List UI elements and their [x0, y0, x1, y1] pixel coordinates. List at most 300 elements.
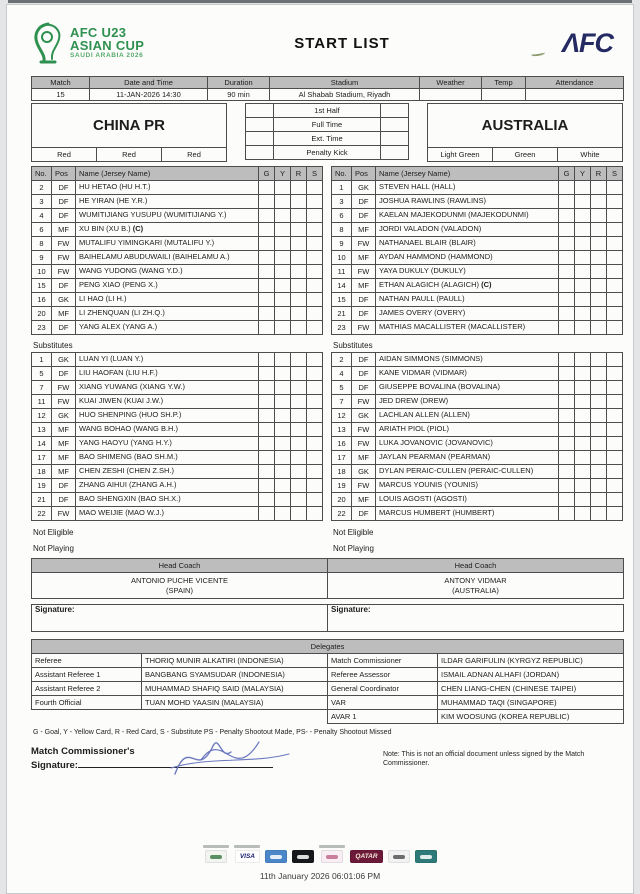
red-cell — [291, 251, 307, 265]
tournament-name-line1: AFC U23 — [70, 24, 127, 40]
home-coach-name: ANTONIO PUCHE VICENTE — [131, 576, 228, 586]
kit-color-cell: Green — [493, 148, 558, 162]
sub-cell — [307, 381, 323, 395]
sub-cell — [607, 223, 623, 237]
sub-cell — [607, 479, 623, 493]
away-starting-table — [331, 166, 623, 335]
col-name: Name (Jersey Name) — [376, 167, 559, 181]
away-team-block — [427, 103, 623, 162]
player-name: YANG ALEX (YANG A.) — [76, 321, 259, 335]
player-number: 15 — [332, 293, 352, 307]
player-name: LOUIS AGOSTI (AGOSTI) — [376, 493, 559, 507]
red-cell — [291, 493, 307, 507]
sub-cell — [607, 493, 623, 507]
score-period-row — [246, 146, 409, 160]
player-row — [32, 479, 323, 493]
goal-cell — [559, 409, 575, 423]
red-cell — [591, 409, 607, 423]
tournament-name-line2: ASIAN CUP — [70, 38, 145, 54]
yellow-cell — [275, 437, 291, 451]
goal-cell — [559, 353, 575, 367]
yellow-cell — [575, 265, 591, 279]
red-cell — [291, 265, 307, 279]
home-signature-field: Signature: — [32, 605, 328, 632]
red-cell — [591, 237, 607, 251]
player-position: MF — [52, 437, 76, 451]
home-substitutes-table — [31, 352, 323, 521]
yellow-cell — [275, 293, 291, 307]
player-row — [332, 237, 623, 251]
yellow-cell — [275, 381, 291, 395]
delegate-name: CHEN LIANG-CHEN (CHINESE TAIPEI) — [438, 682, 624, 696]
goal-cell — [559, 437, 575, 451]
player-row — [332, 251, 623, 265]
delegate-role — [32, 710, 142, 724]
player-position: DF — [352, 367, 376, 381]
away-lineup-column — [331, 166, 623, 521]
player-name: CHEN ZESHI (CHEN Z.SH.) — [76, 465, 259, 479]
yellow-cell — [575, 493, 591, 507]
goal-cell — [259, 479, 275, 493]
document-header — [31, 17, 623, 69]
afc-logo-swoosh-icon — [531, 50, 546, 57]
goal-cell — [559, 209, 575, 223]
red-cell — [291, 465, 307, 479]
red-cell — [291, 437, 307, 451]
away-kit-row — [428, 148, 623, 162]
goal-cell — [259, 209, 275, 223]
sponsor-mark-icon — [393, 855, 405, 859]
sub-cell — [307, 307, 323, 321]
delegates-title: Delegates — [32, 640, 624, 654]
match-info-header-row — [32, 77, 624, 89]
yellow-cell — [575, 237, 591, 251]
sub-cell — [307, 223, 323, 237]
player-position: GK — [352, 465, 376, 479]
player-name: JAYLAN PEARMAN (PEARMAN) — [376, 451, 559, 465]
player-row — [32, 367, 323, 381]
yellow-cell — [275, 409, 291, 423]
info-cell: Match — [32, 77, 90, 89]
player-row — [332, 395, 623, 409]
red-cell — [291, 223, 307, 237]
yellow-cell — [275, 479, 291, 493]
player-position: MF — [352, 279, 376, 293]
player-name: JAMES OVERY (OVERY) — [376, 307, 559, 321]
player-position: DF — [352, 381, 376, 395]
sub-cell — [607, 237, 623, 251]
player-name: AYDAN HAMMOND (HAMMOND) — [376, 251, 559, 265]
sub-cell — [307, 409, 323, 423]
delegate-role: Fourth Official — [32, 696, 142, 710]
player-position: DF — [352, 507, 376, 521]
red-cell — [291, 423, 307, 437]
player-name: BAO SHENGXIN (BAO SH.X.) — [76, 493, 259, 507]
score-period-row — [246, 104, 409, 118]
red-cell — [591, 479, 607, 493]
yellow-cell — [575, 381, 591, 395]
red-cell — [591, 307, 607, 321]
yellow-cell — [575, 479, 591, 493]
home-team-name: CHINA PR — [32, 104, 227, 148]
sub-cell — [607, 381, 623, 395]
sponsor-logo — [265, 850, 287, 863]
player-number: 12 — [32, 409, 52, 423]
player-row — [32, 395, 323, 409]
player-position: DF — [352, 353, 376, 367]
yellow-cell — [275, 237, 291, 251]
head-coach-name-row — [32, 573, 624, 599]
player-number: 21 — [32, 493, 52, 507]
player-row — [332, 279, 623, 293]
info-cell: Attendance — [526, 77, 624, 89]
player-number: 22 — [332, 507, 352, 521]
sub-cell — [307, 451, 323, 465]
player-position: DF — [52, 479, 76, 493]
goal-cell — [559, 465, 575, 479]
yellow-cell — [275, 353, 291, 367]
sponsor-mark-icon — [270, 855, 282, 859]
player-number: 2 — [32, 181, 52, 195]
page-title: START LIST — [294, 34, 390, 52]
red-cell — [291, 307, 307, 321]
sponsor-logo — [350, 850, 382, 863]
sub-cell — [607, 353, 623, 367]
player-position: DF — [352, 195, 376, 209]
player-name: MATHIAS MACALLISTER (MACALLISTER) — [376, 321, 559, 335]
player-number: 4 — [332, 367, 352, 381]
player-number: 2 — [332, 353, 352, 367]
player-name: YAYA DUKULY (DUKULY) — [376, 265, 559, 279]
yellow-cell — [575, 423, 591, 437]
player-number: 4 — [32, 209, 52, 223]
goal-cell — [259, 437, 275, 451]
delegates-title-row — [32, 640, 624, 654]
player-name: KAELAN MAJEKODUNMI (MAJEKODUNMI) — [376, 209, 559, 223]
goal-cell — [559, 423, 575, 437]
player-row — [332, 507, 623, 521]
col-name: Name (Jersey Name) — [76, 167, 259, 181]
player-row — [332, 307, 623, 321]
yellow-cell — [575, 251, 591, 265]
sponsor-logo — [292, 850, 314, 863]
head-coach-table — [31, 558, 624, 599]
substitutes-label: Substitutes — [333, 341, 373, 350]
photo-edge-artifact — [8, 0, 632, 3]
head-coach-label: Head Coach — [328, 559, 624, 573]
player-number: 15 — [32, 279, 52, 293]
player-name: JED DREW (DREW) — [376, 395, 559, 409]
player-position: FW — [352, 395, 376, 409]
red-cell — [591, 395, 607, 409]
sub-cell — [307, 279, 323, 293]
delegate-row — [32, 654, 624, 668]
player-name: KANE VIDMAR (VIDMAR) — [376, 367, 559, 381]
col-no: No. — [332, 167, 352, 181]
player-position: DF — [52, 209, 76, 223]
score-period-table — [245, 103, 409, 160]
sponsor-caption-line — [203, 845, 229, 848]
info-cell — [526, 89, 624, 101]
player-number: 12 — [332, 409, 352, 423]
player-row — [32, 321, 323, 335]
away-team-name: AUSTRALIA — [428, 104, 623, 148]
player-position: DF — [52, 321, 76, 335]
goal-cell — [259, 451, 275, 465]
player-number: 19 — [32, 479, 52, 493]
player-row — [332, 209, 623, 223]
sub-cell — [307, 181, 323, 195]
player-row — [32, 279, 323, 293]
player-position: MF — [52, 307, 76, 321]
sub-cell — [607, 195, 623, 209]
official-note: Note: This is not an official document unless signed by the Match Commissioner. — [383, 751, 585, 768]
period-label: 1st Half — [274, 104, 381, 118]
goal-cell — [559, 181, 575, 195]
player-row — [32, 353, 323, 367]
red-cell — [291, 321, 307, 335]
delegate-role: Referee Assessor — [328, 668, 438, 682]
sponsor-mark-icon — [210, 855, 222, 859]
col-yellow: Y — [575, 167, 591, 181]
player-number: 11 — [32, 395, 52, 409]
player-number: 1 — [32, 353, 52, 367]
player-number: 22 — [32, 507, 52, 521]
sponsor-chip-visa: VISA — [235, 850, 260, 863]
player-row — [332, 321, 623, 335]
player-number: 18 — [32, 465, 52, 479]
sponsor-chip-qatar: QATAR — [350, 850, 382, 863]
yellow-cell — [275, 265, 291, 279]
delegate-row — [32, 696, 624, 710]
not-playing-label: Not Playing — [333, 544, 374, 553]
red-cell — [591, 423, 607, 437]
red-cell — [291, 451, 307, 465]
player-number: 17 — [332, 451, 352, 465]
red-cell — [291, 279, 307, 293]
sub-cell — [607, 279, 623, 293]
player-name: YANG HAOYU (YANG H.Y.) — [76, 437, 259, 451]
sub-cell — [607, 437, 623, 451]
player-row — [32, 423, 323, 437]
delegate-name — [142, 710, 328, 724]
goal-cell — [559, 479, 575, 493]
yellow-cell — [575, 395, 591, 409]
player-number: 23 — [32, 321, 52, 335]
player-position: MF — [352, 451, 376, 465]
home-score-cell — [246, 118, 274, 132]
afc-logo-text: ΛFC — [562, 27, 613, 58]
player-row — [332, 381, 623, 395]
sub-cell — [607, 307, 623, 321]
player-name: JOSHUA RAWLINS (RAWLINS) — [376, 195, 559, 209]
sub-cell — [607, 395, 623, 409]
sub-cell — [607, 451, 623, 465]
sub-cell — [307, 293, 323, 307]
player-number: 19 — [332, 479, 352, 493]
player-position: GK — [52, 293, 76, 307]
player-name: NATHANAEL BLAIR (BLAIR) — [376, 237, 559, 251]
red-cell — [591, 507, 607, 521]
player-number: 11 — [332, 265, 352, 279]
yellow-cell — [275, 507, 291, 521]
player-row — [32, 209, 323, 223]
red-cell — [591, 209, 607, 223]
player-row — [332, 493, 623, 507]
delegate-role: Referee — [32, 654, 142, 668]
player-position: FW — [52, 395, 76, 409]
yellow-cell — [575, 409, 591, 423]
player-name: LI HAO (LI H.) — [76, 293, 259, 307]
delegate-role: Assistant Referee 1 — [32, 668, 142, 682]
goal-cell — [559, 367, 575, 381]
player-name: WUMITIJIANG YUSUPU (WUMITIJIANG Y.) — [76, 209, 259, 223]
goal-cell — [259, 321, 275, 335]
col-red: R — [591, 167, 607, 181]
sub-cell — [607, 321, 623, 335]
sponsor-logo-strip — [7, 845, 633, 863]
not-playing-row — [31, 544, 623, 553]
coach-signature-table — [31, 604, 624, 632]
player-name: NATHAN PAULL (PAULL) — [376, 293, 559, 307]
player-row — [332, 293, 623, 307]
away-score-cell — [381, 132, 409, 146]
col-no: No. — [32, 167, 52, 181]
player-name: MARCUS HUMBERT (HUMBERT) — [376, 507, 559, 521]
col-goal: G — [259, 167, 275, 181]
player-position: DF — [52, 195, 76, 209]
col-red: R — [291, 167, 307, 181]
head-coach-label: Head Coach — [32, 559, 328, 573]
home-starting-table — [31, 166, 323, 335]
score-period-row — [246, 118, 409, 132]
player-row — [32, 293, 323, 307]
sub-cell — [307, 479, 323, 493]
yellow-cell — [575, 195, 591, 209]
player-row — [332, 479, 623, 493]
delegate-role: Assistant Referee 2 — [32, 682, 142, 696]
goal-cell — [559, 279, 575, 293]
delegate-name: BANGBANG SYAMSUDAR (INDONESIA) — [142, 668, 328, 682]
player-number: 7 — [32, 381, 52, 395]
info-cell: Al Shabab Stadium, Riyadh — [270, 89, 420, 101]
player-number: 20 — [32, 307, 52, 321]
player-number: 9 — [32, 251, 52, 265]
substitutes-label: Substitutes — [33, 341, 73, 350]
kit-color-cell: Light Green — [428, 148, 493, 162]
match-info-table — [31, 76, 624, 101]
sub-cell — [307, 465, 323, 479]
trophy-icon — [31, 21, 65, 65]
period-label: Ext. Time — [274, 132, 381, 146]
col-pos: Pos — [52, 167, 76, 181]
goal-cell — [559, 381, 575, 395]
tournament-edition: SAUDI ARABIA 2026 — [70, 52, 144, 60]
player-position: MF — [52, 223, 76, 237]
goal-cell — [259, 367, 275, 381]
player-row — [332, 195, 623, 209]
home-score-cell — [246, 146, 274, 160]
player-number: 5 — [332, 381, 352, 395]
delegate-name: TUAN MOHD YAASIN (MALAYSIA) — [142, 696, 328, 710]
player-name: LUKA JOVANOVIC (JOVANOVIC) — [376, 437, 559, 451]
col-pos: Pos — [352, 167, 376, 181]
red-cell — [291, 507, 307, 521]
goal-cell — [259, 237, 275, 251]
player-row — [332, 409, 623, 423]
yellow-cell — [575, 321, 591, 335]
yellow-cell — [575, 293, 591, 307]
player-name: ETHAN ALAGICH (ALAGICH) (C) — [376, 279, 559, 293]
red-cell — [291, 395, 307, 409]
sponsor-logo — [319, 845, 345, 863]
yellow-cell — [575, 465, 591, 479]
yellow-cell — [275, 395, 291, 409]
delegate-role: AVAR 1 — [328, 710, 438, 724]
info-cell — [482, 89, 526, 101]
away-signature-field: Signature: — [328, 605, 624, 632]
red-cell — [591, 293, 607, 307]
info-cell: Stadium — [270, 77, 420, 89]
goal-cell — [559, 493, 575, 507]
away-score-cell — [381, 118, 409, 132]
roster-header-row — [32, 167, 323, 181]
sub-cell — [307, 195, 323, 209]
not-eligible-row — [31, 528, 623, 537]
goal-cell — [259, 381, 275, 395]
commissioner-label-line1: Match Commissioner's — [31, 746, 135, 757]
goal-cell — [259, 507, 275, 521]
player-name: XIANG YUWANG (XIANG Y.W.) — [76, 381, 259, 395]
player-number: 6 — [332, 209, 352, 223]
delegate-row — [32, 710, 624, 724]
sponsor-caption-line — [319, 845, 345, 848]
captain-mark: (C) — [479, 280, 492, 290]
red-cell — [591, 493, 607, 507]
sponsor-caption-line — [234, 845, 260, 848]
player-number: 1 — [332, 181, 352, 195]
red-cell — [291, 237, 307, 251]
red-cell — [291, 293, 307, 307]
player-position: GK — [52, 353, 76, 367]
match-info-value-row — [32, 89, 624, 101]
player-row — [332, 353, 623, 367]
sponsor-chip — [292, 850, 314, 863]
red-cell — [591, 251, 607, 265]
sponsor-logo — [388, 850, 410, 863]
away-score-cell — [381, 104, 409, 118]
yellow-cell — [575, 223, 591, 237]
yellow-cell — [275, 423, 291, 437]
yellow-cell — [575, 209, 591, 223]
player-row — [32, 251, 323, 265]
player-row — [332, 367, 623, 381]
col-sub: S — [307, 167, 323, 181]
away-coach — [328, 573, 624, 599]
player-name: HE YIRAN (HE Y.R.) — [76, 195, 259, 209]
goal-cell — [259, 293, 275, 307]
sub-cell — [307, 507, 323, 521]
goal-cell — [259, 465, 275, 479]
info-cell: Date and Time — [90, 77, 208, 89]
player-row — [332, 181, 623, 195]
red-cell — [291, 195, 307, 209]
player-row — [332, 223, 623, 237]
goal-cell — [259, 395, 275, 409]
sub-cell — [607, 181, 623, 195]
delegate-row — [32, 668, 624, 682]
sub-cell — [607, 265, 623, 279]
